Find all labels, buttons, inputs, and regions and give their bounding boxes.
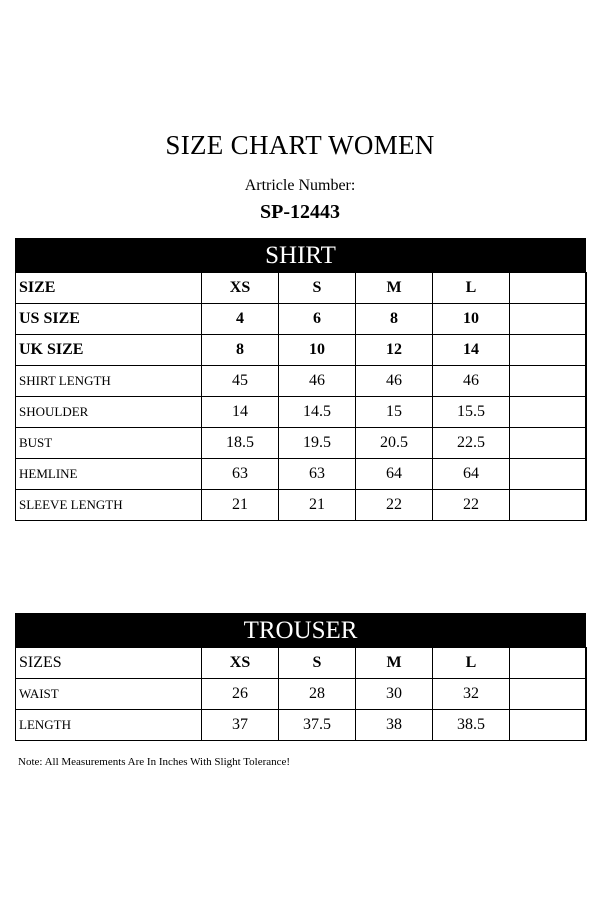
table-cell: 37.5 bbox=[279, 710, 356, 741]
table-row bbox=[16, 428, 586, 459]
measurement-note: Note: All Measurements Are In Inches With Slight Tolerance! bbox=[18, 756, 291, 768]
table-cell: 10 bbox=[279, 335, 356, 366]
page-title: SIZE CHART WOMEN bbox=[165, 130, 435, 160]
empty-cell bbox=[510, 679, 586, 710]
table-cell: 30 bbox=[356, 679, 433, 710]
row-label: SIZES bbox=[16, 648, 202, 679]
table-row bbox=[16, 490, 586, 521]
empty-cell bbox=[510, 304, 586, 335]
table-cell: 18.5 bbox=[202, 428, 279, 459]
table-cell: 15 bbox=[356, 397, 433, 428]
empty-cell bbox=[510, 648, 586, 679]
table-cell: L bbox=[433, 273, 510, 304]
table-cell: 45 bbox=[202, 366, 279, 397]
table-cell: 4 bbox=[202, 304, 279, 335]
table-cell: 22.5 bbox=[433, 428, 510, 459]
row-label: SLEEVE LENGTH bbox=[16, 490, 202, 521]
row-label: SIZE bbox=[16, 273, 202, 304]
table-cell: 14.5 bbox=[279, 397, 356, 428]
table-cell: 46 bbox=[356, 366, 433, 397]
row-label: SHOULDER bbox=[16, 397, 202, 428]
row-label: HEMLINE bbox=[16, 459, 202, 490]
row-label: UK SIZE bbox=[16, 335, 202, 366]
table-cell: 6 bbox=[279, 304, 356, 335]
table-cell: 37 bbox=[202, 710, 279, 741]
empty-cell bbox=[510, 490, 586, 521]
table-cell: 38 bbox=[356, 710, 433, 741]
table-cell: 38.5 bbox=[433, 710, 510, 741]
table-cell: 21 bbox=[279, 490, 356, 521]
table-cell: 21 bbox=[202, 490, 279, 521]
empty-cell bbox=[510, 459, 586, 490]
table-cell: 28 bbox=[279, 679, 356, 710]
row-label: LENGTH bbox=[16, 710, 202, 741]
article-number-label: Artricle Number: bbox=[244, 177, 356, 194]
table-row bbox=[16, 304, 586, 335]
table-cell: XS bbox=[202, 273, 279, 304]
table-row bbox=[16, 335, 586, 366]
table-cell: 46 bbox=[433, 366, 510, 397]
table-cell: S bbox=[279, 273, 356, 304]
table-cell: 8 bbox=[356, 304, 433, 335]
table-row bbox=[16, 648, 586, 679]
table-cell: 63 bbox=[202, 459, 279, 490]
row-label: WAIST bbox=[16, 679, 202, 710]
row-label: SHIRT LENGTH bbox=[16, 366, 202, 397]
table-cell: M bbox=[356, 273, 433, 304]
empty-cell bbox=[510, 335, 586, 366]
table-cell: S bbox=[279, 648, 356, 679]
empty-cell bbox=[510, 273, 586, 304]
table-cell: 32 bbox=[433, 679, 510, 710]
table-cell: L bbox=[433, 648, 510, 679]
trouser-header: TROUSER bbox=[16, 614, 586, 648]
table-cell: 64 bbox=[433, 459, 510, 490]
table-row bbox=[16, 710, 586, 741]
table-cell: 22 bbox=[433, 490, 510, 521]
trouser-size-table bbox=[15, 613, 587, 741]
article-number: SP-12443 bbox=[260, 201, 340, 223]
table-cell: 20.5 bbox=[356, 428, 433, 459]
empty-cell bbox=[510, 397, 586, 428]
table-row bbox=[16, 366, 586, 397]
table-row bbox=[16, 679, 586, 710]
row-label: BUST bbox=[16, 428, 202, 459]
table-row bbox=[16, 397, 586, 428]
table-cell: 12 bbox=[356, 335, 433, 366]
table-cell: 22 bbox=[356, 490, 433, 521]
table-cell: 63 bbox=[279, 459, 356, 490]
table-cell: 8 bbox=[202, 335, 279, 366]
table-cell: 14 bbox=[433, 335, 510, 366]
table-cell: 46 bbox=[279, 366, 356, 397]
row-label: US SIZE bbox=[16, 304, 202, 335]
empty-cell bbox=[510, 710, 586, 741]
table-row bbox=[16, 273, 586, 304]
table-cell: 19.5 bbox=[279, 428, 356, 459]
table-cell: XS bbox=[202, 648, 279, 679]
table-cell: 15.5 bbox=[433, 397, 510, 428]
shirt-size-table bbox=[15, 238, 587, 521]
empty-cell bbox=[510, 366, 586, 397]
table-cell: 64 bbox=[356, 459, 433, 490]
table-cell: M bbox=[356, 648, 433, 679]
empty-cell bbox=[510, 428, 586, 459]
table-cell: 26 bbox=[202, 679, 279, 710]
shirt-header: SHIRT bbox=[16, 239, 586, 273]
table-cell: 14 bbox=[202, 397, 279, 428]
table-cell: 10 bbox=[433, 304, 510, 335]
table-row bbox=[16, 459, 586, 490]
